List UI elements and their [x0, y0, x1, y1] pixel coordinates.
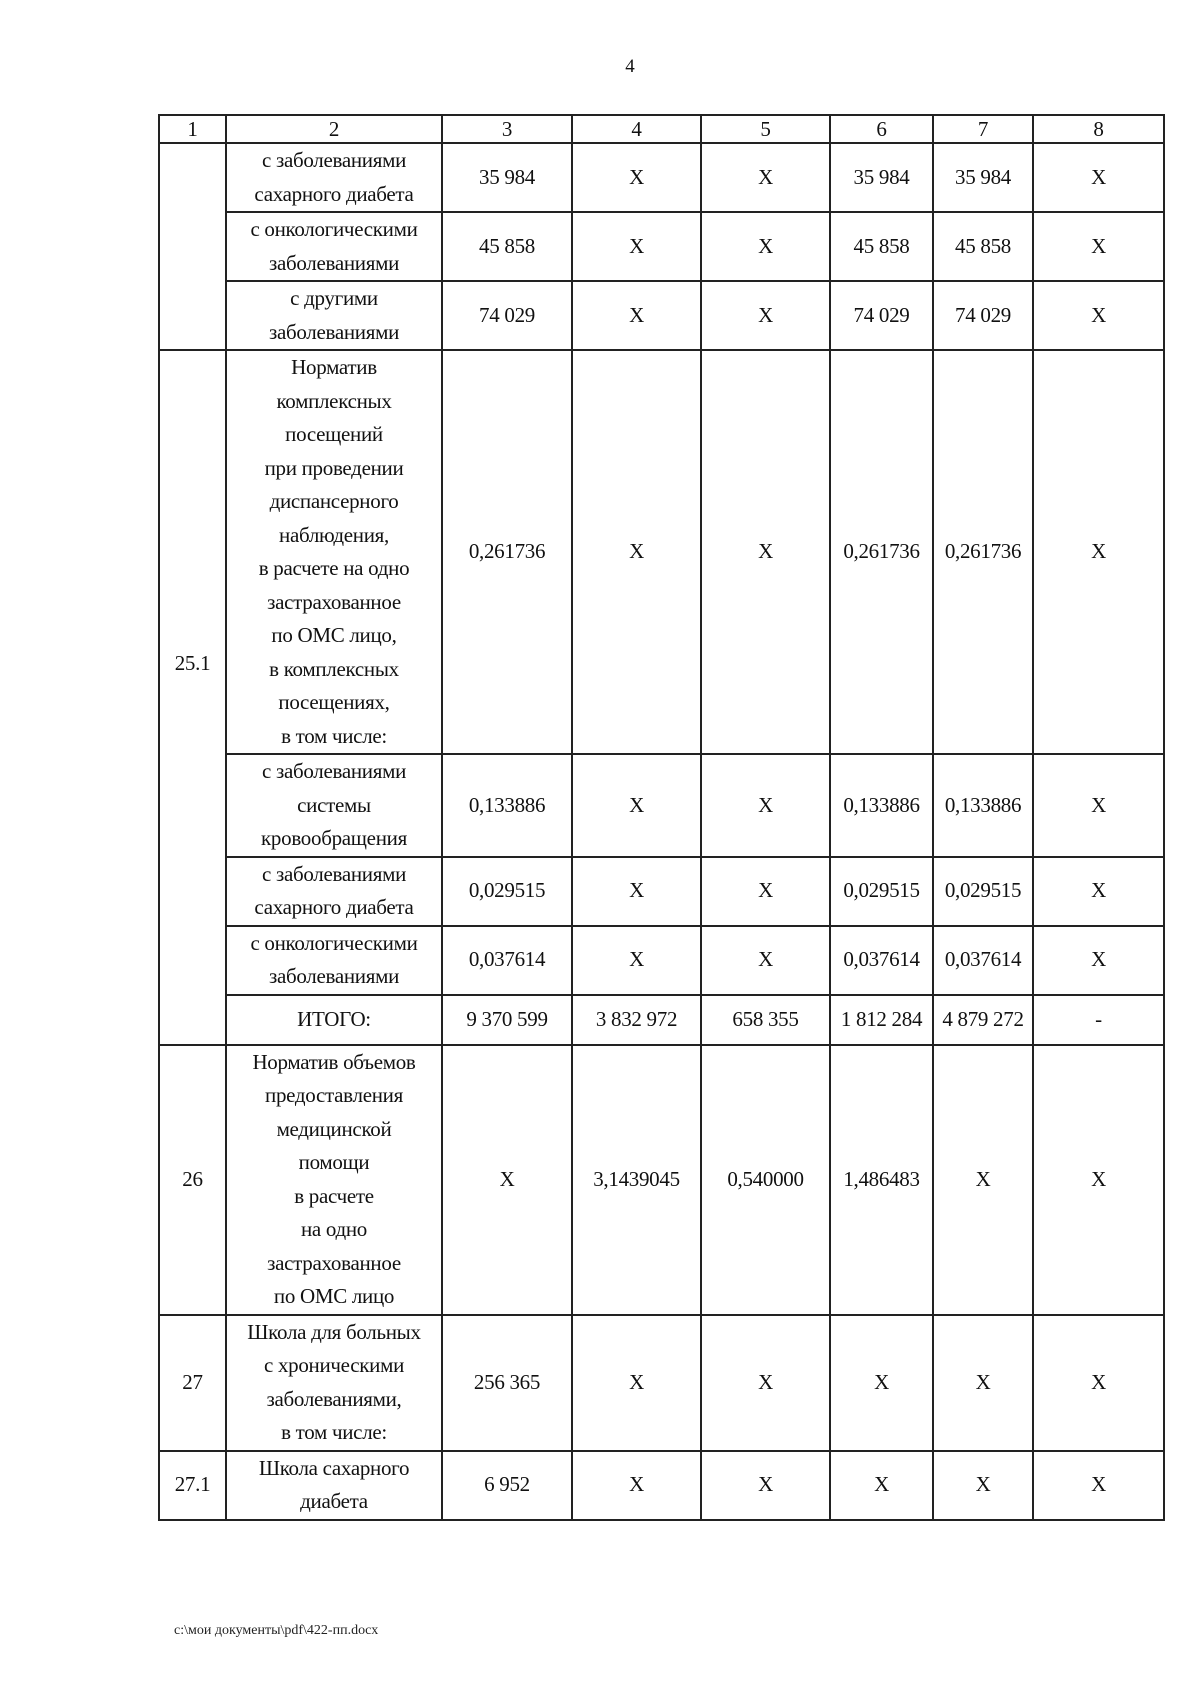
- document-file-path: c:\мои документы\pdf\422-пп.docx: [174, 1623, 379, 1638]
- value-cell: Х: [701, 1315, 830, 1451]
- value-cell: Х: [572, 350, 701, 754]
- column-header: 7: [933, 115, 1033, 143]
- row-label: с онкологическими заболеваниями: [226, 926, 442, 995]
- value-cell: 0,029515: [442, 857, 572, 926]
- table-row: [159, 857, 1164, 926]
- value-cell: Х: [1033, 926, 1164, 995]
- row-label: с онкологическими заболеваниями: [226, 212, 442, 281]
- row-label: Норматив объемов предоставления медицинской помощи в расчете на одно застрахованное по ОМС лицо: [226, 1045, 442, 1315]
- row-id-cell: 27: [159, 1315, 226, 1451]
- value-cell: Х: [442, 1045, 572, 1315]
- norms-table: [158, 114, 1165, 1521]
- page-number: 4: [625, 56, 635, 77]
- table-header-row: [159, 115, 1164, 143]
- table-row: [159, 1045, 1164, 1315]
- value-cell: Х: [701, 1451, 830, 1520]
- value-cell: 1,486483: [830, 1045, 933, 1315]
- value-cell: Х: [701, 926, 830, 995]
- value-cell: 0,133886: [830, 754, 933, 857]
- value-cell: 3,1439045: [572, 1045, 701, 1315]
- value-cell: 0,029515: [933, 857, 1033, 926]
- table-row: [159, 212, 1164, 281]
- value-cell: 45 858: [830, 212, 933, 281]
- value-cell: Х: [1033, 212, 1164, 281]
- value-cell: Х: [1033, 281, 1164, 350]
- value-cell: Х: [1033, 857, 1164, 926]
- value-cell: Х: [572, 1451, 701, 1520]
- row-label: Школа сахарного диабета: [226, 1451, 442, 1520]
- value-cell: 0,261736: [442, 350, 572, 754]
- table-row: [159, 1451, 1164, 1520]
- column-header: 1: [159, 115, 226, 143]
- value-cell: 0,261736: [830, 350, 933, 754]
- row-label: Школа для больных с хроническими заболеваниями, в том числе:: [226, 1315, 442, 1451]
- column-header: 3: [442, 115, 572, 143]
- value-cell: Х: [572, 754, 701, 857]
- value-cell: 0,133886: [442, 754, 572, 857]
- value-cell: Х: [1033, 143, 1164, 212]
- table-row: [159, 350, 1164, 754]
- row-id-cell: 27.1: [159, 1451, 226, 1520]
- column-header: 2: [226, 115, 442, 143]
- row-label: Норматив комплексных посещений при проведении диспансерного наблюдения, в расчете на одно застрахованное по ОМС лицо, в комплексных посещениях, в том числе:: [226, 350, 442, 754]
- row-id-cell: [159, 143, 226, 350]
- table-row-total: [159, 995, 1164, 1045]
- value-cell: Х: [933, 1315, 1033, 1451]
- value-cell: Х: [701, 281, 830, 350]
- value-cell: Х: [1033, 754, 1164, 857]
- value-cell: Х: [701, 350, 830, 754]
- value-cell: 0,540000: [701, 1045, 830, 1315]
- value-cell: 45 858: [442, 212, 572, 281]
- table-row: [159, 281, 1164, 350]
- value-cell: Х: [572, 857, 701, 926]
- value-cell: 74 029: [442, 281, 572, 350]
- row-label: с заболеваниями сахарного диабета: [226, 857, 442, 926]
- value-cell: 0,133886: [933, 754, 1033, 857]
- value-cell: 0,029515: [830, 857, 933, 926]
- row-id-cell: 25.1: [159, 350, 226, 1045]
- value-cell: 35 984: [442, 143, 572, 212]
- value-cell: Х: [701, 857, 830, 926]
- value-cell: 658 355: [701, 995, 830, 1045]
- row-id-cell: 26: [159, 1045, 226, 1315]
- value-cell: Х: [572, 281, 701, 350]
- value-cell: Х: [701, 212, 830, 281]
- value-cell: Х: [572, 926, 701, 995]
- column-header: 5: [701, 115, 830, 143]
- value-cell: 0,037614: [830, 926, 933, 995]
- table-row: [159, 1315, 1164, 1451]
- value-cell: 35 984: [933, 143, 1033, 212]
- row-label: с другими заболеваниями: [226, 281, 442, 350]
- column-header: 8: [1033, 115, 1164, 143]
- value-cell: 6 952: [442, 1451, 572, 1520]
- value-cell: Х: [1033, 1451, 1164, 1520]
- column-header: 4: [572, 115, 701, 143]
- value-cell: 74 029: [933, 281, 1033, 350]
- value-cell: Х: [572, 1315, 701, 1451]
- value-cell: -: [1033, 995, 1164, 1045]
- value-cell: Х: [830, 1315, 933, 1451]
- value-cell: Х: [830, 1451, 933, 1520]
- value-cell: 0,037614: [442, 926, 572, 995]
- value-cell: Х: [572, 143, 701, 212]
- value-cell: Х: [572, 212, 701, 281]
- value-cell: Х: [701, 143, 830, 212]
- table-row: [159, 143, 1164, 212]
- row-label: ИТОГО:: [226, 995, 442, 1045]
- column-header: 6: [830, 115, 933, 143]
- value-cell: 45 858: [933, 212, 1033, 281]
- value-cell: Х: [1033, 1045, 1164, 1315]
- value-cell: 3 832 972: [572, 995, 701, 1045]
- value-cell: Х: [933, 1045, 1033, 1315]
- value-cell: 256 365: [442, 1315, 572, 1451]
- row-label: с заболеваниями сахарного диабета: [226, 143, 442, 212]
- value-cell: 0,037614: [933, 926, 1033, 995]
- value-cell: 0,261736: [933, 350, 1033, 754]
- value-cell: 35 984: [830, 143, 933, 212]
- table-row: [159, 926, 1164, 995]
- value-cell: 4 879 272: [933, 995, 1033, 1045]
- value-cell: Х: [701, 754, 830, 857]
- value-cell: 74 029: [830, 281, 933, 350]
- value-cell: Х: [1033, 350, 1164, 754]
- table-row: [159, 754, 1164, 857]
- row-label: с заболеваниями системы кровообращения: [226, 754, 442, 857]
- value-cell: 9 370 599: [442, 995, 572, 1045]
- value-cell: Х: [1033, 1315, 1164, 1451]
- value-cell: 1 812 284: [830, 995, 933, 1045]
- value-cell: Х: [933, 1451, 1033, 1520]
